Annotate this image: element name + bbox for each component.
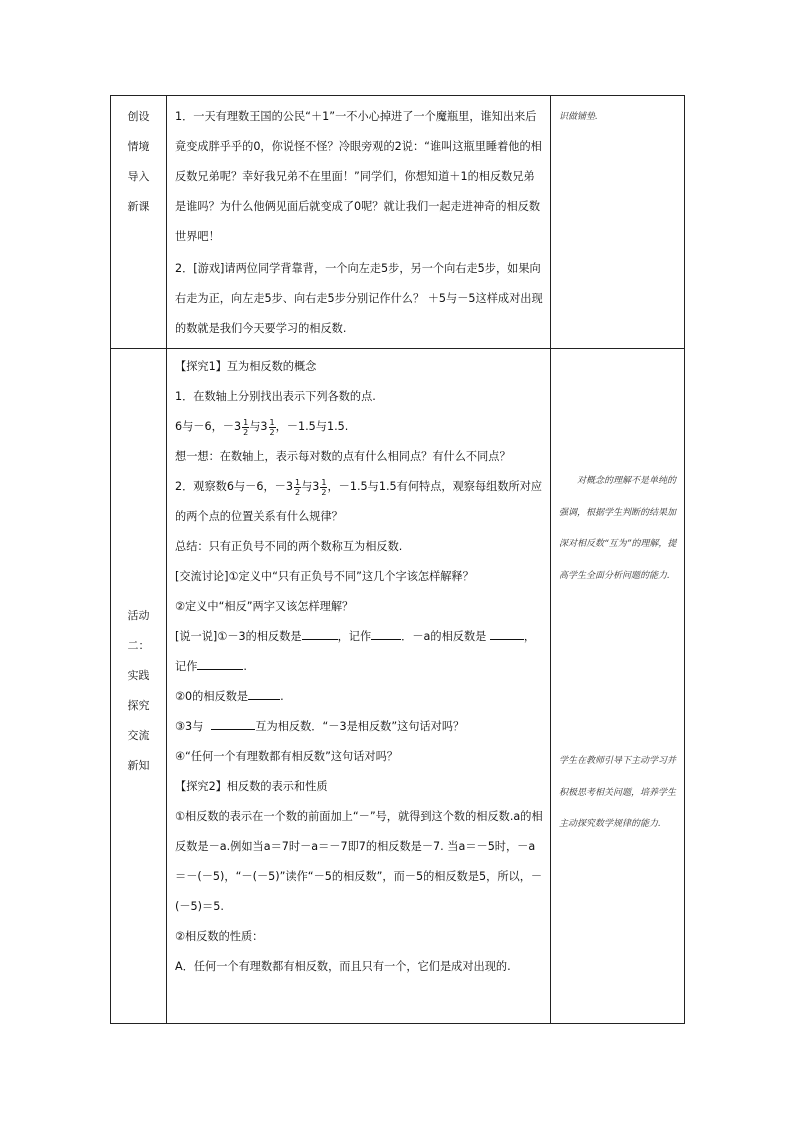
- answer-blank: [490, 627, 524, 640]
- answer-blank: [248, 687, 280, 700]
- fraction-numerator: 1: [294, 477, 301, 487]
- section2-label-line: 新知: [127, 759, 150, 772]
- section2-label-line: 活动: [127, 609, 150, 622]
- say-text: ．－a的相反数是: [401, 630, 487, 643]
- section1-label-line: 创设: [127, 110, 150, 123]
- number-pairs-part: 与3: [249, 420, 268, 433]
- say-item-2: [175, 682, 544, 712]
- think-prompt: 想一想：在数轴上，表示每对数的点有什么相同点？有什么不同点？: [175, 450, 511, 463]
- discussion-2: ②定义中“相反”两字又该怎样理解？: [175, 600, 354, 613]
- say-item-4: ④“任何一个有理数都有相反数”这句话对吗？: [175, 750, 398, 763]
- say-item-3: [175, 712, 544, 742]
- fraction-half: [269, 418, 276, 437]
- discussion-1: [交流讨论]①定义中“只有正负号不同”这几个字该怎样解释？: [175, 570, 474, 583]
- say-text: .: [243, 660, 247, 673]
- number-pairs-part: ，－1.5与1.5.: [275, 420, 349, 433]
- section2-label-line: 二：: [127, 639, 150, 652]
- answer-blank: [197, 657, 243, 670]
- answer-blank: [211, 717, 255, 730]
- intro-story-paragraph: 1．一天有理数王国的公民“＋1”一不小心掉进了一个魔瓶里，谁知出来后竟变成胖乎乎的0，你说怪不怪？冷眼旁观的2说：“谁叫这瓶里睡着他的相反数兄弟呢？幸好我兄弟不在里面！”同学们，你想知道＋1的相反数兄弟是谁吗？为什么他俩见面后就变成了0呢？就让我们一起走进神奇的相反数世界吧！: [175, 110, 542, 243]
- section1-label-line: 导入: [127, 170, 150, 183]
- game-paragraph: 2．[游戏]请两位同学背靠背，一个向左走5步，另一个向右走5步，如果向右走为正，向左走5步、向右走5步分别记作什么？ ＋5与－5这样成对出现的数就是我们今天要学习的相反数.: [175, 262, 543, 335]
- fraction-numerator: 1: [269, 417, 275, 427]
- section2-label-line: 探究: [127, 699, 150, 712]
- fraction-denominator: 2: [269, 427, 275, 437]
- answer-blank: [371, 627, 401, 640]
- property-a: A．任何一个有理数都有相反数，而且只有一个，它们是成对出现的.: [175, 960, 511, 973]
- section2-label-line: 实践: [127, 669, 150, 682]
- section1-label: [111, 102, 166, 222]
- section1-label-line: 情境: [127, 140, 150, 153]
- section2-label-line: 交流: [127, 729, 150, 742]
- say-text: ，记作: [175, 630, 536, 673]
- fraction-denominator: 2: [243, 427, 249, 437]
- answer-blank: [302, 627, 338, 640]
- number-pairs: [175, 412, 544, 442]
- section2-content: [167, 352, 550, 982]
- explore2-title: 【探究2】相反数的表示和性质: [175, 780, 328, 793]
- row-divider: [111, 348, 684, 349]
- question-1: 1．在数轴上分别找出表示下列各数的点.: [175, 390, 376, 403]
- say-text: ②0的相反数是: [175, 690, 249, 703]
- explore1-title: 【探究1】互为相反数的概念: [175, 360, 317, 373]
- question-2-part: ，－1.5与1.5有何特点，观察每组数所对应的两个点的位置关系有什么规律？: [175, 480, 543, 523]
- say-text: ③3与: [175, 720, 204, 733]
- lesson-table: [110, 95, 685, 1024]
- section1-note: 识做铺垫.: [559, 112, 598, 122]
- question-2-part: 与3: [301, 480, 320, 493]
- teaching-note-1: 对概念的理解不是单纯的强调，根据学生判断的结果加深对相反数“互为”的理解，提高学生全面分析问题的能力.: [559, 476, 677, 581]
- property-title: ②相反数的性质：: [175, 930, 264, 943]
- number-pairs-part: 6与－6，－3: [175, 420, 242, 433]
- section1-content: [167, 102, 550, 344]
- say-text: ，记作: [337, 630, 372, 643]
- fraction-denominator: 2: [294, 487, 301, 497]
- question-2: [175, 472, 544, 532]
- section1-label-line: 新课: [127, 200, 150, 213]
- teaching-note-2: 学生在教师引导下主动学习并积极思考相关问题，培养学生主动探究数学规律的能力.: [559, 756, 677, 829]
- say-text: .: [280, 690, 284, 703]
- say-text: 互为相反数．“－3是相反数”这句话对吗？: [255, 720, 465, 733]
- fraction-numerator: 1: [243, 417, 249, 427]
- say-text: [说一说]①－3的相反数是: [175, 630, 302, 643]
- fraction-half: [294, 478, 301, 497]
- question-2-part: 2．观察数6与－6，－3: [175, 480, 293, 493]
- fraction-denominator: 2: [321, 487, 327, 497]
- fraction-numerator: 1: [321, 477, 327, 487]
- summary: 总结：只有正负号不同的两个数称互为相反数.: [175, 540, 403, 553]
- section2-label: [111, 601, 166, 781]
- representation-paragraph: ①相反数的表示在一个数的前面加上“－”号，就得到这个数的相反数.a的相反数是－a.例如当a＝7时－a＝－7即7的相反数是－7. 当a＝－5时，－a＝－(－5)，“－(－5)”读作“－5的相反数”，而－5的相反数是5，所以，－(－5)＝5.: [175, 810, 543, 913]
- say-item-1: [175, 622, 544, 682]
